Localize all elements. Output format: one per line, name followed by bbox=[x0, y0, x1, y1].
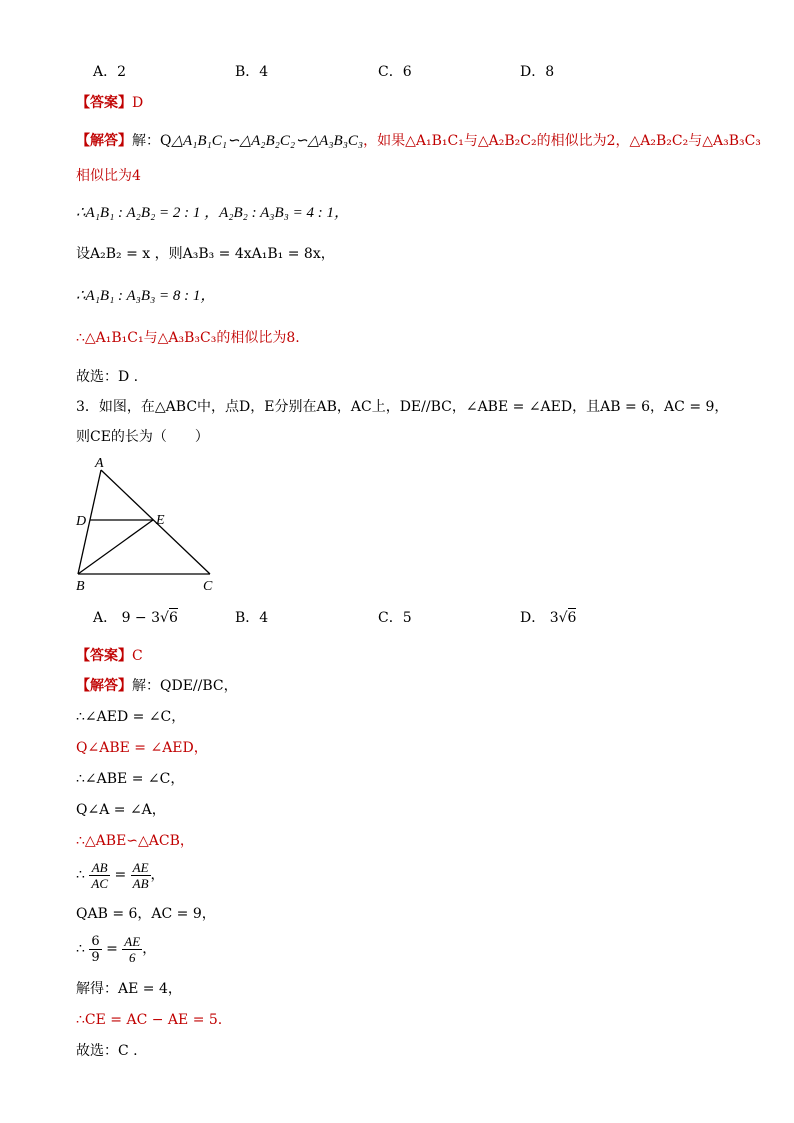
q2-option-c: C．6 bbox=[378, 64, 412, 80]
q2-solution-line-2: 相似比为4 bbox=[76, 168, 141, 184]
label-c: C bbox=[203, 579, 213, 592]
q3-solution-line-10: 解得：AE = 4， bbox=[76, 981, 182, 997]
q3-solution-line-3: Q∠ABE = ∠AED， bbox=[76, 740, 208, 756]
q3-solution-line-7: ∴ $\frac{AB}{AC}$ = $\frac{AE}{AB}$ ， bbox=[76, 859, 165, 891]
fraction-ae-6: $\frac{AE}{6}$ bbox=[124, 933, 141, 965]
q2-choose-line: 故选：D . bbox=[76, 369, 139, 385]
q2-options-row bbox=[0, 62, 794, 82]
answer-tag: 【答案】 bbox=[76, 95, 132, 111]
label-b: B bbox=[76, 579, 85, 592]
q3-answer-line bbox=[76, 646, 143, 666]
q3-solution-line-8: QAB = 6，AC = 9， bbox=[76, 906, 216, 922]
sqrt-sign: √ bbox=[160, 610, 169, 626]
q2-solution-line-1 bbox=[76, 131, 761, 151]
sol-prefix: 解：Q bbox=[132, 133, 172, 149]
answer-tag: 【答案】 bbox=[76, 648, 132, 664]
q3-stem-line-2: 则CE的长为（ ） bbox=[76, 429, 209, 445]
solution-tag: 【解答】 bbox=[76, 133, 132, 149]
fraction-ab-ac: $\frac{AB}{AC}$ bbox=[91, 859, 108, 891]
answer-value: C bbox=[132, 648, 143, 664]
fraction-ae-ab: $\frac{AE}{AB}$ bbox=[132, 859, 149, 891]
similar-chain: △A₁B₁C₁∽△A₂B₂C₂∽△A₃B₃C₃ bbox=[171, 133, 364, 149]
q2-solution-line-6: ∴△A₁B₁C₁与△A₃B₃C₃的相似比为8. bbox=[76, 330, 300, 346]
q2-solution-line-4: 设A₂B₂ = x ，则A₃B₃ = 4xA₁B₁ = 8x， bbox=[76, 246, 335, 262]
label-d: D bbox=[76, 514, 87, 529]
q3-option-a: A． 9 − 3√6 bbox=[93, 610, 178, 626]
q3-solution-line-5: Q∠A = ∠A， bbox=[76, 802, 166, 818]
q3-solution-line-6: ∴△ABE∽△ACB， bbox=[76, 833, 194, 849]
triangle-figure bbox=[70, 452, 230, 592]
sol-ratio-text: ，如果△A₁B₁C₁与△A₂B₂C₂的相似比为2，△A₂B₂C₂与△A₃B₃C₃ bbox=[363, 133, 761, 149]
q3-stem-line-1: 3．如图，在△ABC中，点D，E分别在AB，AC上，DE//BC，∠ABE = ∠AED，且AB = 6，AC = 9， bbox=[76, 399, 729, 415]
q3-option-d: D． 3√6 bbox=[520, 610, 577, 626]
q3-solution-line-4: ∴∠ABE = ∠C， bbox=[76, 771, 185, 787]
q2-option-a: A．2 bbox=[93, 64, 127, 80]
q3-option-c: C．5 bbox=[378, 610, 412, 626]
q2-answer-line bbox=[76, 93, 143, 113]
fraction-6-9: $\frac{6}{9}$ bbox=[91, 933, 100, 965]
q3-options-row bbox=[0, 608, 794, 630]
sqrt-sign: √ bbox=[558, 610, 568, 626]
q3-solution-line-11: ∴CE = AC − AE = 5. bbox=[76, 1012, 223, 1028]
q3-option-b: B．4 bbox=[235, 610, 269, 626]
label-a: A bbox=[95, 456, 104, 471]
q2-option-b: B．4 bbox=[235, 64, 269, 80]
q2-solution-line-5: ∴A₁B₁ : A₃B₃ = 8 : 1， bbox=[76, 288, 216, 304]
label-e: E bbox=[156, 513, 165, 528]
q2-solution-line-3: ∴A₁B₁ : A₂B₂ = 2 : 1 ，A₂B₂ : A₃B₃ = 4 : 1， bbox=[76, 205, 349, 221]
q3-solution-line-9: ∴ $\frac{6}{9}$ = $\frac{AE}{6}$ ， bbox=[76, 933, 157, 965]
segment-be bbox=[78, 520, 153, 574]
answer-value: D bbox=[132, 95, 144, 111]
solution-tag: 【解答】 bbox=[76, 678, 132, 694]
q3-choose-line: 故选：C . bbox=[76, 1043, 138, 1059]
q3-solution-line-2: ∴∠AED = ∠C， bbox=[76, 709, 186, 725]
q3-solution-line-1: 【解答】解：QDE//BC， bbox=[76, 678, 238, 694]
q2-option-d: D．8 bbox=[520, 64, 555, 80]
